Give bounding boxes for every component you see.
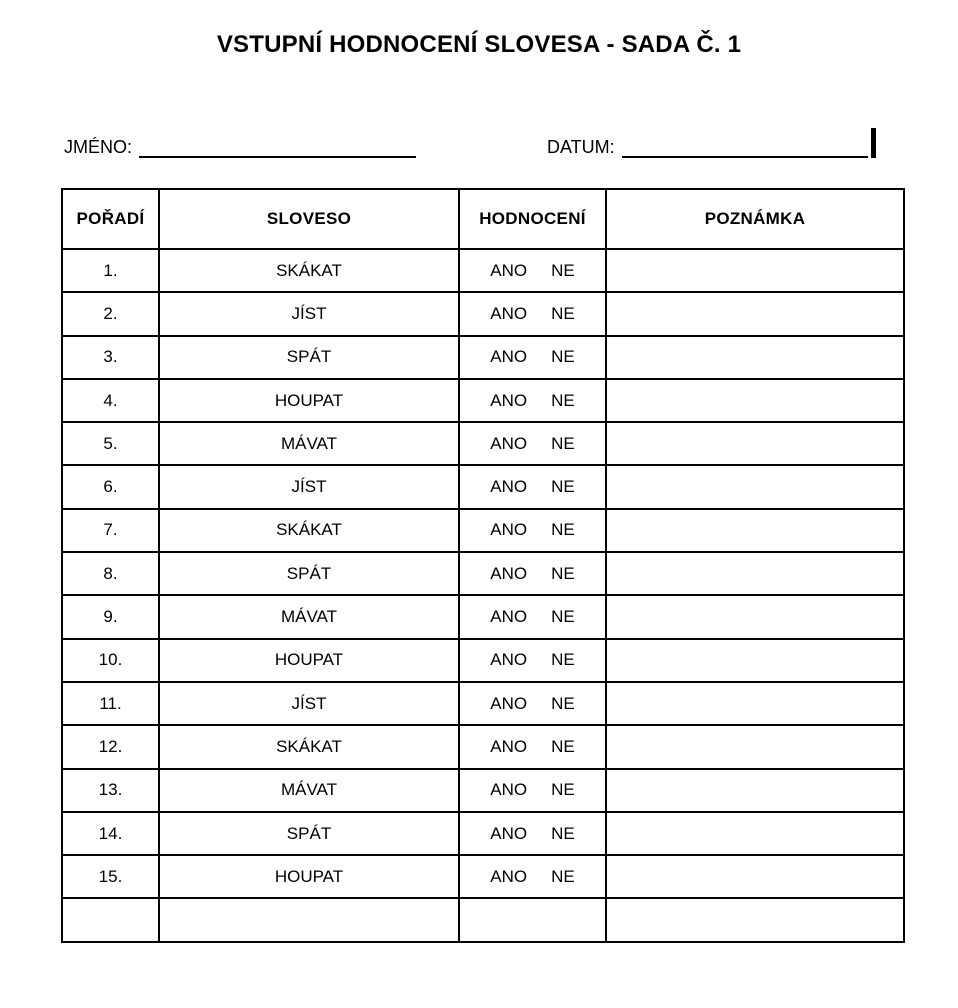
verb-cell: MÁVAT	[159, 769, 459, 812]
ne-option[interactable]: NE	[551, 390, 575, 410]
order-cell: 3.	[62, 336, 159, 379]
header-sloveso: SLOVESO	[159, 189, 459, 249]
verb-cell: SPÁT	[159, 336, 459, 379]
table-row	[62, 639, 904, 682]
ne-option[interactable]: NE	[551, 520, 575, 540]
verb-cell: JÍST	[159, 465, 459, 508]
ano-option[interactable]: ANO	[490, 650, 528, 670]
ano-option[interactable]: ANO	[490, 477, 528, 497]
verb-cell: MÁVAT	[159, 595, 459, 638]
table-row	[62, 292, 904, 335]
evaluation-cell	[459, 465, 606, 508]
ano-option[interactable]: ANO	[490, 607, 528, 627]
note-cell[interactable]	[606, 465, 904, 508]
ne-option[interactable]: NE	[551, 260, 575, 280]
verb-cell: SKÁKAT	[159, 249, 459, 292]
ne-option[interactable]: NE	[551, 477, 575, 497]
ne-option[interactable]: NE	[551, 303, 575, 323]
note-cell[interactable]	[606, 769, 904, 812]
note-cell[interactable]	[606, 422, 904, 465]
order-cell: 11.	[62, 682, 159, 725]
order-cell: 6.	[62, 465, 159, 508]
verb-cell: JÍST	[159, 292, 459, 335]
order-cell[interactable]	[62, 898, 159, 941]
evaluation-cell	[459, 336, 606, 379]
table-row	[62, 509, 904, 552]
ano-option[interactable]: ANO	[490, 780, 528, 800]
ano-option[interactable]: ANO	[490, 563, 528, 583]
table-row	[62, 855, 904, 898]
table-row	[62, 682, 904, 725]
verb-cell: HOUPAT	[159, 639, 459, 682]
ano-option[interactable]: ANO	[490, 260, 528, 280]
ne-option[interactable]: NE	[551, 693, 575, 713]
order-cell: 2.	[62, 292, 159, 335]
evaluation-cell	[459, 595, 606, 638]
table-row	[62, 595, 904, 638]
header-poradi: POŘADÍ	[62, 189, 159, 249]
evaluation-cell	[459, 292, 606, 335]
name-blank-line[interactable]	[139, 138, 416, 158]
header-poznamka: POZNÁMKA	[606, 189, 904, 249]
verb-cell: JÍST	[159, 682, 459, 725]
note-cell[interactable]	[606, 292, 904, 335]
header-hodnoceni: HODNOCENÍ	[459, 189, 606, 249]
order-cell: 14.	[62, 812, 159, 855]
ne-option[interactable]: NE	[551, 780, 575, 800]
ne-option[interactable]: NE	[551, 650, 575, 670]
note-cell[interactable]	[606, 379, 904, 422]
order-cell: 13.	[62, 769, 159, 812]
ne-option[interactable]: NE	[551, 823, 575, 843]
evaluation-cell	[459, 552, 606, 595]
ne-option[interactable]: NE	[551, 866, 575, 886]
date-label: DATUM:	[547, 137, 615, 157]
note-cell[interactable]	[606, 552, 904, 595]
table-row	[62, 465, 904, 508]
table-row	[62, 249, 904, 292]
ano-option[interactable]: ANO	[490, 823, 528, 843]
note-cell[interactable]	[606, 725, 904, 768]
evaluation-cell[interactable]	[459, 898, 606, 941]
ano-option[interactable]: ANO	[490, 303, 528, 323]
order-cell: 10.	[62, 639, 159, 682]
evaluation-cell	[459, 682, 606, 725]
table-row	[62, 379, 904, 422]
table-row	[62, 769, 904, 812]
evaluation-cell	[459, 855, 606, 898]
order-cell: 4.	[62, 379, 159, 422]
verb-cell: HOUPAT	[159, 379, 459, 422]
note-cell[interactable]	[606, 812, 904, 855]
order-cell: 12.	[62, 725, 159, 768]
evaluation-cell	[459, 379, 606, 422]
note-cell[interactable]	[606, 639, 904, 682]
evaluation-cell	[459, 769, 606, 812]
note-cell[interactable]	[606, 509, 904, 552]
date-field	[547, 136, 868, 158]
order-cell: 15.	[62, 855, 159, 898]
note-cell[interactable]	[606, 249, 904, 292]
ne-option[interactable]: NE	[551, 607, 575, 627]
order-cell: 1.	[62, 249, 159, 292]
table-row	[62, 552, 904, 595]
ano-option[interactable]: ANO	[490, 866, 528, 886]
worksheet-title: VSTUPNÍ HODNOCENÍ SLOVESA - SADA Č. 1	[216, 31, 742, 58]
order-cell: 7.	[62, 509, 159, 552]
name-label: JMÉNO:	[64, 137, 133, 157]
ano-option[interactable]: ANO	[490, 390, 528, 410]
table-row	[62, 725, 904, 768]
ano-option[interactable]: ANO	[490, 520, 528, 540]
name-field	[64, 136, 416, 158]
ano-option[interactable]: ANO	[490, 433, 528, 453]
note-cell[interactable]	[606, 595, 904, 638]
ne-option[interactable]: NE	[551, 433, 575, 453]
ne-option[interactable]: NE	[551, 736, 575, 756]
note-cell[interactable]	[606, 898, 904, 941]
table-header-row	[62, 189, 904, 249]
text-cursor-caret	[871, 128, 876, 158]
order-cell: 5.	[62, 422, 159, 465]
ano-option[interactable]: ANO	[490, 736, 528, 756]
table-row-empty	[62, 898, 904, 941]
evaluation-cell	[459, 509, 606, 552]
assessment-table	[61, 188, 905, 943]
note-cell[interactable]	[606, 682, 904, 725]
evaluation-cell	[459, 725, 606, 768]
ne-option[interactable]: NE	[551, 347, 575, 367]
verb-cell: SPÁT	[159, 552, 459, 595]
note-cell[interactable]	[606, 336, 904, 379]
evaluation-cell	[459, 249, 606, 292]
evaluation-cell	[459, 422, 606, 465]
verb-cell: SKÁKAT	[159, 509, 459, 552]
verb-cell: SPÁT	[159, 812, 459, 855]
table-row	[62, 812, 904, 855]
verb-cell[interactable]	[159, 898, 459, 941]
ano-option[interactable]: ANO	[490, 347, 528, 367]
note-cell[interactable]	[606, 855, 904, 898]
table-row	[62, 422, 904, 465]
evaluation-cell	[459, 639, 606, 682]
table-row	[62, 336, 904, 379]
evaluation-cell	[459, 812, 606, 855]
ne-option[interactable]: NE	[551, 563, 575, 583]
verb-cell: SKÁKAT	[159, 725, 459, 768]
order-cell: 8.	[62, 552, 159, 595]
verb-cell: MÁVAT	[159, 422, 459, 465]
verb-cell: HOUPAT	[159, 855, 459, 898]
date-blank-line[interactable]	[622, 138, 868, 158]
ano-option[interactable]: ANO	[490, 693, 528, 713]
order-cell: 9.	[62, 595, 159, 638]
